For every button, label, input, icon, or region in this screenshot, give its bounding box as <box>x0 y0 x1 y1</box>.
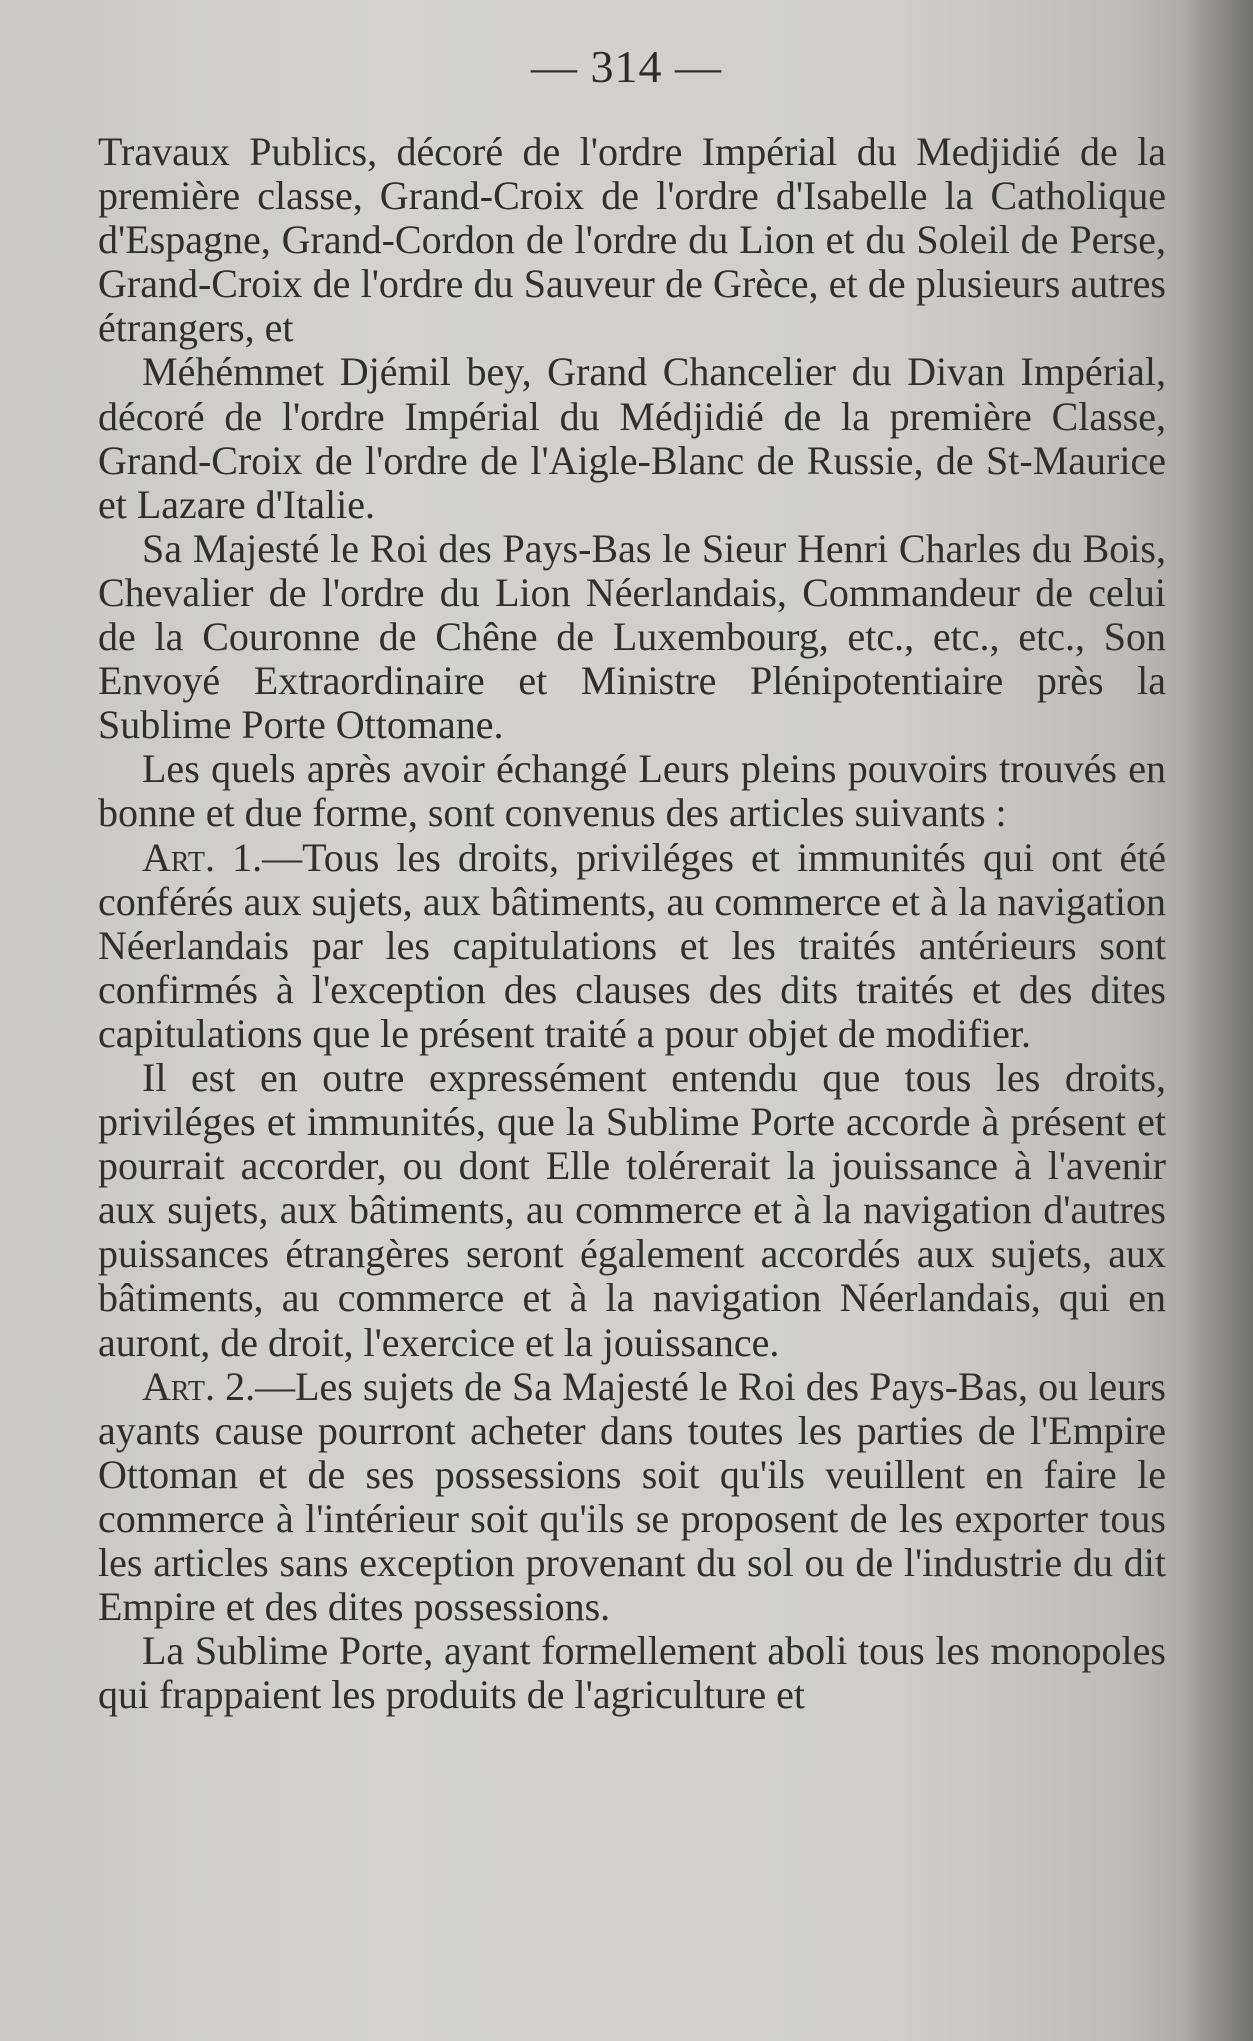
paragraph-text: Les quels après avoir échangé Leurs pleins pouvoirs trouvés en bonne et due forme, sont convenus des articles suivants : <box>98 746 1166 836</box>
paragraph <box>98 1629 1166 1717</box>
paragraph-text: Méhémmet Djémil bey, Grand Chancelier du Divan Impérial, décoré de l'ordre Impérial du Médjidié de la première Classe, Grand-Croix de l'ordre de l'Aigle-Blanc de Russie, de St-Maurice et Lazare d'Italie. <box>98 349 1166 527</box>
paragraph <box>98 1056 1166 1365</box>
paragraph-text: 2.—Les sujets de Sa Majesté le Roi des Pays-Bas, ou leurs ayants cause pourront acheter dans toutes les parties de l'Empire Ottoman et de ses possessions soit qu'ils veuillent en faire le commerce à l'intérieur soit qu'ils se proposent de les exporter tous les articles sans exception provenant du sol ou de l'industrie du dit Empire et des dites possessions. <box>98 1363 1166 1630</box>
paragraph <box>98 1365 1166 1630</box>
paragraph-text: La Sublime Porte, ayant formellement aboli tous les monopoles qui frappaient les produits de l'agriculture et <box>98 1628 1166 1718</box>
body-text <box>98 130 1166 1717</box>
page-number: — 314 — <box>531 41 722 92</box>
paragraph-text: Sa Majesté le Roi des Pays-Bas le Sieur Henri Charles du Bois, Chevalier de l'ordre du Lion Néerlandais, Commandeur de celui de la Couronne de Chêne de Luxembourg, etc., etc., etc., Son Envoyé Extraordinaire et Ministre Plénipotentiaire près la Sublime Porte Ottomane. <box>98 525 1166 748</box>
paragraph <box>98 350 1166 526</box>
paragraph <box>98 527 1166 747</box>
paragraph <box>98 130 1166 350</box>
paragraph <box>98 836 1166 1056</box>
paragraph-text: 1.—Tous les droits, priviléges et immunités qui ont été conférés aux sujets, aux bâtiments, au commerce et à la navigation Néerlandais par les capitulations et les traités antérieurs sont confirmés à l'exception des clauses des dits traités et des dites capitulations que le présent traité a pour objet de modifier. <box>98 834 1166 1056</box>
paragraph-text: Travaux Publics, décoré de l'ordre Impérial du Medjidié de la première classe, Grand-Croix de l'ordre d'Isabelle la Catholique d'Espagne, Grand-Cordon de l'ordre du Lion et du Soleil de Perse, Grand-Croix de l'ordre du Sauveur de Grèce, et de plusieurs autres étrangers, et <box>98 129 1166 351</box>
article-label: Art. <box>142 1363 215 1409</box>
paragraph <box>98 747 1166 835</box>
paragraph-text: Il est en outre expressément entendu que tous les droits, priviléges et immunités, que la Sublime Porte accorde à présent et pourrait accorder, ou dont Elle tolérerait la jouissance à l'avenir aux sujets, aux bâtiments, au commerce et à la navigation d'autres puissances étrangères seront également accordés aux sujets, aux bâtiments, au commerce et à la navigation Néerlandais, qui en auront, de droit, l'exercice et la jouissance. <box>98 1054 1166 1365</box>
article-label: Art. <box>142 834 215 880</box>
spine-shadow <box>1183 0 1253 2041</box>
